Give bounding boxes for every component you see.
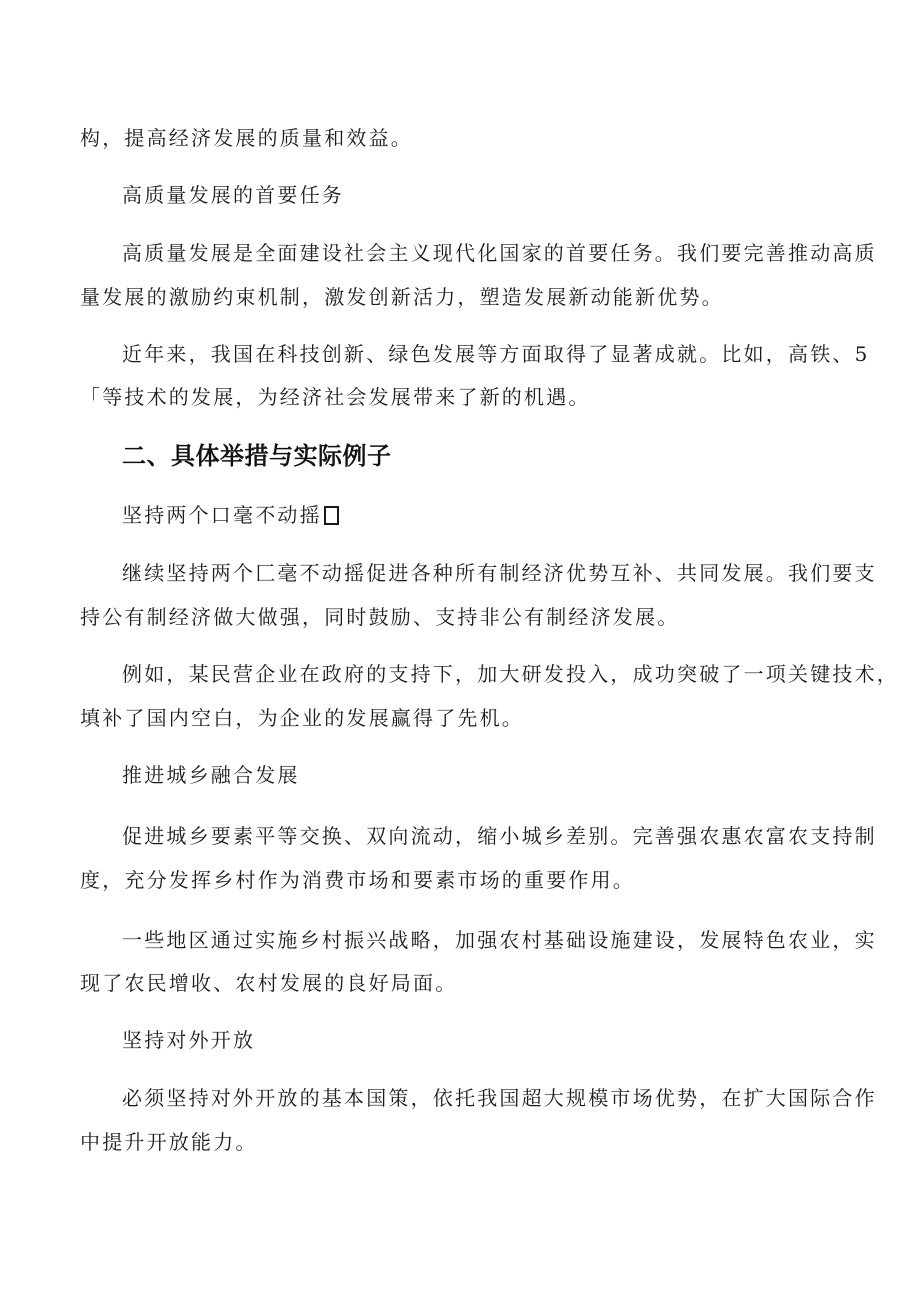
paragraph-line: 近年来，我国在科技创新、绿色发展等方面取得了显著成就。比如，高铁、5 xyxy=(122,342,870,366)
paragraph-line: 一些地区通过实施乡村振兴战略，加强农村基础设施建设，发展特色农业，实 xyxy=(122,928,877,952)
paragraph-line: 继续坚持两个匚毫不动摇促进各种所有制经济优势互补、共同发展。我们要支 xyxy=(122,561,877,585)
paragraph-line: 必须坚持对外开放的基本国策，依托我国超大规模市场优势，在扩大国际合作 xyxy=(122,1086,877,1110)
subheading xyxy=(122,501,339,529)
paragraph-line: 填补了国内空白，为企业的发展赢得了先机。 xyxy=(80,706,524,730)
subheading-text: 坚持两个口毫不动摇 xyxy=(122,503,322,527)
paragraph-line: 例如，某民营企业在政府的支持下，加大研发投入，成功突破了一项关键技术， xyxy=(122,662,899,686)
subheading: 推进城乡融合发展 xyxy=(122,763,300,787)
paragraph-line: 中提升开放能力。 xyxy=(80,1130,258,1154)
paragraph-line: 度，充分发挥乡村作为消费市场和要素市场的重要作用。 xyxy=(80,868,635,892)
paragraph-line: 量发展的激励约束机制，激发创新活力，塑造发展新动能新优势。 xyxy=(80,285,724,309)
subheading: 高质量发展的首要任务 xyxy=(122,183,344,207)
paragraph-line: 现了农民增收、农村发展的良好局面。 xyxy=(80,971,458,995)
paragraph-line: 高质量发展是全面建设社会主义现代化国家的首要任务。我们要完善推动高质 xyxy=(122,241,877,265)
section-heading: 二、具体举措与实际例子 xyxy=(122,442,392,470)
paragraph-line: 持公有制经济做大做强，同时鼓励、支持非公有制经济发展。 xyxy=(80,605,680,629)
paragraph-line: 「等技术的发展，为经济社会发展带来了新的机遇。 xyxy=(80,385,591,409)
missing-glyph-box-icon xyxy=(324,506,339,525)
paragraph-line: 促进城乡要素平等交换、双向流动，缩小城乡差别。完善强农惠农富农支持制 xyxy=(122,824,877,848)
subheading: 坚持对外开放 xyxy=(122,1028,256,1052)
paragraph-line: 构，提高经济发展的质量和效益。 xyxy=(80,126,413,150)
